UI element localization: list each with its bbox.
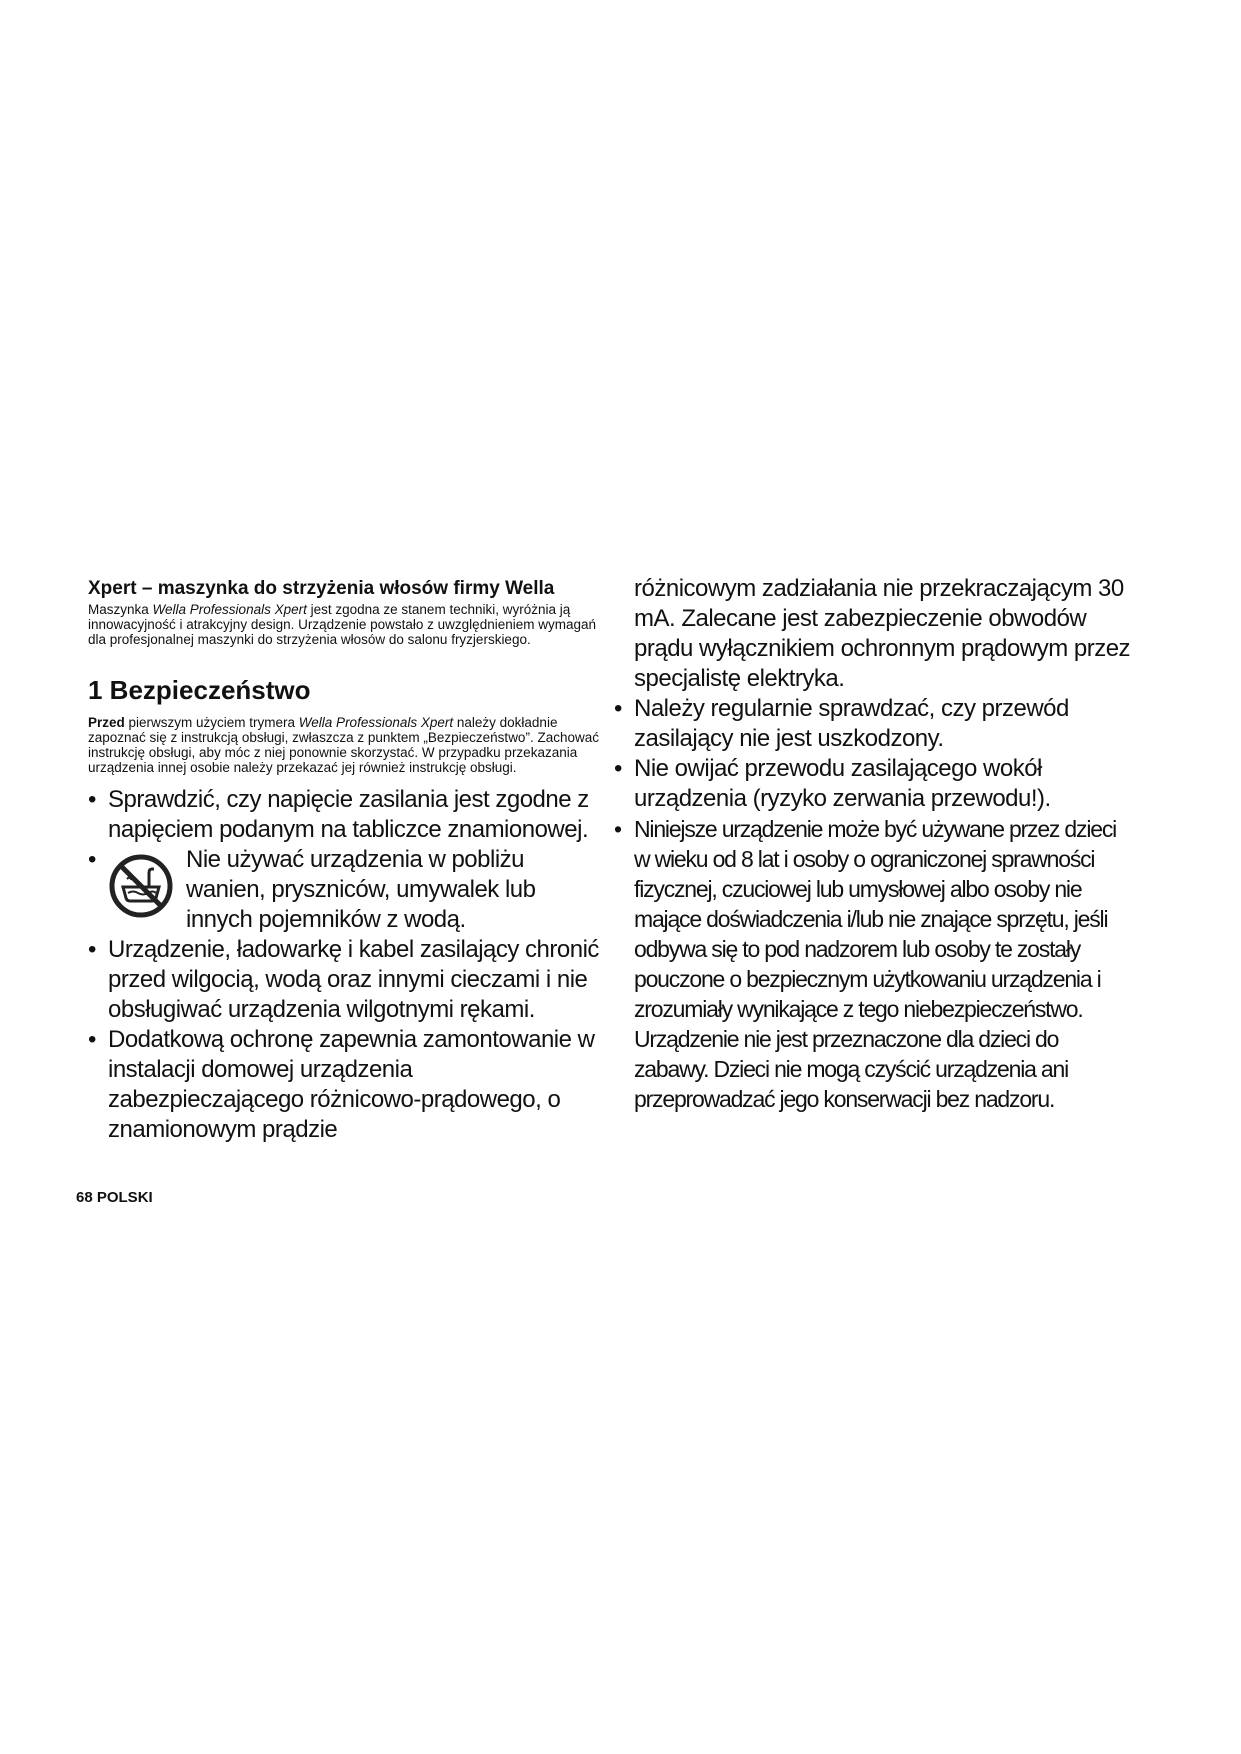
right-bullet-list [614, 694, 1134, 1114]
safety-intro-bold: Przed [88, 715, 125, 730]
list-item-text: Sprawdzić, czy napięcie zasilania jest zgodne z napięciem podanym na tabliczce znamionowej. [108, 786, 589, 843]
warning-row [108, 845, 603, 935]
list-item [88, 935, 603, 1025]
bullet-marker: • [88, 1026, 96, 1053]
list-item [88, 785, 603, 845]
list-item-text: Niniejsze urządzenie może być używane przez dzieci w wieku od 8 lat i osoby o ograniczonej sprawności fizycznej, czuciowej lub umysłowej albo osoby nie mające doświadczenia i/lub nie znające sprzętu, jeśli odbywa się to pod nadzorem lub osoby te zostały pouczone o bezpiecznym użytkowaniu urządzenia i zrozumiały wynikające z tego niebezpieczeństwo. Urządzenie nie jest przeznaczone dla dzieci do zabawy. Dzieci nie mogą czyścić urządzenia ani przeprowadzać jego konserwacji bez nadzoru. [634, 816, 1117, 1112]
list-item [88, 845, 603, 935]
document-title: Xpert – maszynka do strzyżenia włosów firmy Wella [88, 578, 555, 599]
continued-text: różnicowym zadziałania nie przekraczającym 30 mA. Zalecane jest zabezpieczenie obwodów prądu wyłącznikiem ochronnym prądowym przez specjalistę elektryka. [634, 575, 1131, 692]
intro-text-end: jest zgodna ze stanem techniki, wyróżnia ją innowacyjność i atrakcyjny design. Urządzenie powstało z uwzględnieniem wymagań dla profesjonalnej maszynki do strzyżenia włosów do salonu fryzjerskiego. [88, 602, 597, 647]
bullet-marker: • [614, 755, 622, 782]
safety-intro-brand-name: Wella Professionals Xpert [298, 715, 454, 730]
safety-intro-text-end: należy dokładnie zapoznać się z instrukcją obsługi, zwłaszcza z punktem „Bezpieczeństwo”. Zachować instrukcję obsługi, aby móc z niej ponownie skorzystać. W przypadku przekazania urządzenia innej osobie należy przekazać jej również instrukcję obsługi. [88, 715, 599, 775]
bullet-marker: • [614, 816, 621, 842]
bullet-marker: • [614, 695, 622, 722]
list-item-text: Urządzenie, ładowarkę i kabel zasilający chronić przed wilgocią, wodą oraz innymi cieczami i nie obsługiwać urządzenia wilgotnymi rękami. [108, 936, 599, 1023]
intro-text-start: Maszynka [88, 602, 153, 617]
bullet-marker: • [88, 846, 96, 873]
list-item [614, 694, 1134, 754]
left-bullet-list [88, 785, 603, 1145]
right-column [614, 574, 1134, 1114]
list-item-text: Nie używać urządzenia w pobliżu wanien, pryszniców, umywalek lub innych pojemników z wodą. [186, 846, 536, 933]
safety-intro-text-start: pierwszym użyciem trymera [124, 715, 299, 730]
list-item [614, 754, 1134, 814]
bullet-marker: • [88, 786, 96, 813]
bullet-marker: • [88, 936, 96, 963]
safety-intro-paragraph [88, 715, 603, 775]
list-item-text: Nie owijać przewodu zasilającego wokół urządzenia (ryzyko zerwania przewodu!). [634, 755, 1051, 812]
list-item-text: Dodatkową ochronę zapewnia zamontowanie w instalacji domowej urządzenia zabezpieczającego różnicowo-prądowego, o znamionowym prądzie [108, 1026, 595, 1143]
list-item [614, 814, 1134, 1114]
page-footer: 68 POLSKI [76, 1189, 153, 1206]
intro-paragraph [88, 602, 603, 647]
intro-brand-name: Wella Professionals Xpert [152, 602, 307, 617]
no-bathtub-warning-icon [108, 853, 174, 919]
list-item-text: Należy regularnie sprawdzać, czy przewód zasilający nie jest uszkodzony. [634, 695, 1069, 752]
section-heading: 1 Bezpieczeństwo [88, 675, 311, 705]
left-column [88, 578, 603, 1145]
list-item [88, 1025, 603, 1145]
